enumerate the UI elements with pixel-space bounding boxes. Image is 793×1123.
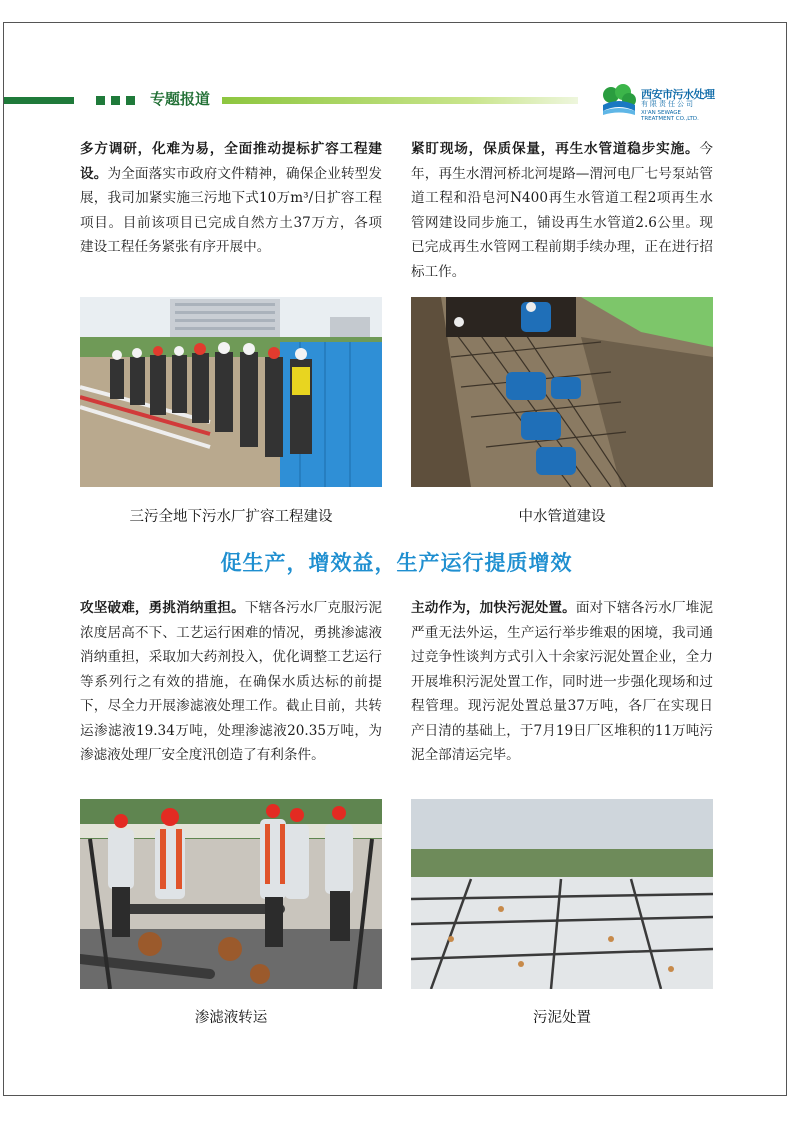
company-logo bbox=[601, 83, 731, 125]
company-logo-icon bbox=[601, 83, 637, 119]
article-heading: 攻坚破难，勇挑消纳重担。 bbox=[80, 600, 245, 616]
photo-caption: 污泥处置 bbox=[533, 1010, 591, 1026]
photo-caption: 中水管道建设 bbox=[518, 509, 606, 525]
article-heading: 紧盯现场，保质保量，再生水管道稳步实施。 bbox=[411, 141, 700, 157]
logo-name-cn: 西安市污水处理 bbox=[641, 88, 715, 101]
article-paragraph bbox=[411, 137, 713, 284]
logo-name-cn2: 有限责任公司 bbox=[641, 100, 695, 108]
article-body: 面对下辖各污水厂堆泥严重无法外运，生产运行举步维艰的困境，我司通过竞争性谈判方式引入十余家污泥处置企业，全力开展堆积污泥处置工作，同时进一步强化现场和过程管理。现污泥处置总量37万吨，各厂在实现日产日清的基础上，于7月19日厂区堆积的11万吨污泥全部清运完毕。 bbox=[411, 600, 714, 763]
article-body: 为全面落实市政府文件精神，确保企业转型发展，我司加紧实施三污地下式10万m³/日扩容工程项目。目前该项目已完成自然方土37万方，各项建设工程任务紧张有序开展中。 bbox=[80, 165, 382, 255]
logo-name-en bbox=[641, 110, 699, 122]
photo-caption: 渗滤液转运 bbox=[194, 1010, 268, 1026]
article-heading: 多方调研，化难为易，全面推动提标扩容工程建设。 bbox=[80, 141, 382, 182]
photo-leachate-transfer bbox=[80, 799, 382, 989]
section-heading: 促生产，增效益，生产运行提质增效 bbox=[220, 551, 573, 575]
photo-caption: 三污全地下污水厂扩容工程建设 bbox=[129, 509, 333, 525]
logo-name-en-1: XI'AN SEWAGE bbox=[641, 110, 682, 116]
header-square bbox=[111, 96, 120, 105]
header-bar-left bbox=[4, 97, 74, 104]
article-body: 下辖各污水厂克服污泥浓度居高不下、工艺运行困难的情况，勇挑渗滤液消纳重担，采取加大药剂投入，优化调整工艺运行等系列行之有效的措施，在确保水质达标的前提下，尽全力开展渗滤液处理工作。截止目前，共转运渗滤液19.34万吨，处理渗滤液20.35万吨，为渗滤液处理厂安全度汛创造了有利条件。 bbox=[80, 600, 383, 763]
article-body: 今年，再生水渭河桥北河堤路—渭河电厂七号泵站管道工程和沿皂河N400再生水管道工程2项再生水管网建设同步施工，铺设再生水管道2.6公里。现已完成再生水管网工程前期手续办理，正在进行招标工作。 bbox=[411, 141, 713, 280]
article-paragraph bbox=[80, 596, 382, 768]
header-square bbox=[96, 96, 105, 105]
article-paragraph bbox=[411, 596, 713, 768]
article-paragraph bbox=[80, 137, 382, 260]
header-square bbox=[126, 96, 135, 105]
photo-sludge-disposal bbox=[411, 799, 713, 989]
header-bar-right bbox=[222, 97, 578, 104]
photo-pipeline-construction bbox=[411, 297, 713, 487]
section-title: 专题报道 bbox=[150, 90, 211, 108]
article-heading: 主动作为，加快污泥处置。 bbox=[411, 600, 576, 616]
logo-name-en-2: TREATMENT CO.,LTD. bbox=[641, 116, 699, 122]
photo-construction-visit bbox=[80, 297, 382, 487]
